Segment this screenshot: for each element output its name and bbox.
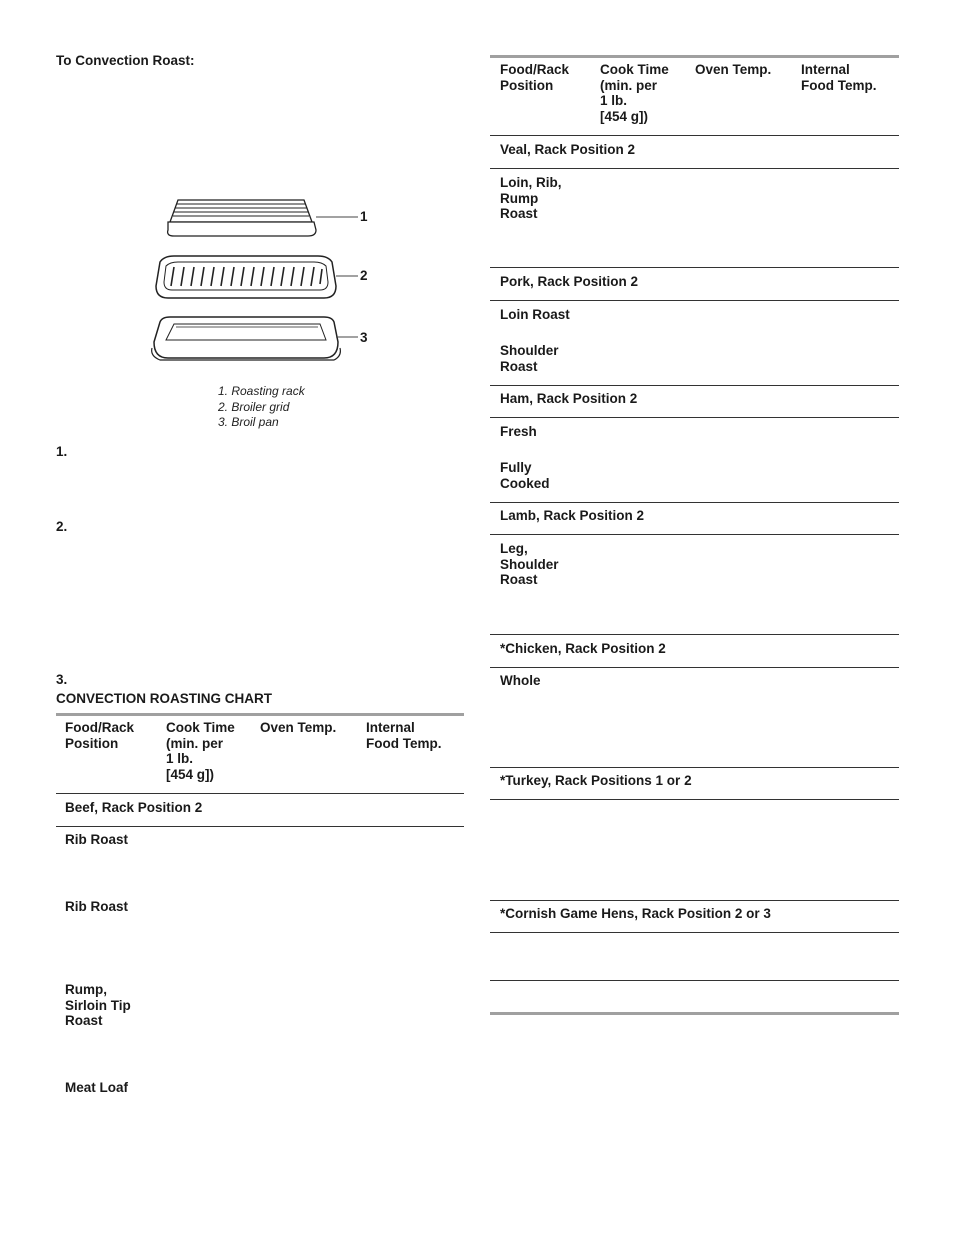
table-rule [490, 502, 899, 503]
broil-pan-illustration [140, 190, 380, 370]
item-chicken-whole: Whole [500, 673, 541, 688]
callout-3: 3 [360, 330, 368, 345]
step-2-number: 2. [56, 519, 68, 534]
item-lamb-leg: Leg, Shoulder Roast [500, 541, 559, 587]
group-beef: Beef, Rack Position 2 [65, 800, 203, 815]
group-chicken: *Chicken, Rack Position 2 [500, 641, 666, 656]
group-veal: Veal, Rack Position 2 [500, 142, 636, 157]
callout-1: 1 [360, 209, 368, 224]
table-top-rule [56, 713, 464, 716]
header-food-rack: Food/Rack Position [500, 62, 570, 93]
section-title: To Convection Roast: [56, 53, 195, 68]
group-lamb: Lamb, Rack Position 2 [500, 508, 645, 523]
table-rule [490, 932, 899, 933]
table-rule [490, 417, 899, 418]
header-oven-temp: Oven Temp. [695, 62, 772, 77]
table-top-rule [490, 55, 899, 58]
header-food-rack: Food/Rack Position [65, 720, 135, 751]
item-rib-roast-1: Rib Roast [65, 832, 129, 847]
item-rump-sirloin: Rump, Sirloin Tip Roast [65, 982, 131, 1028]
item-pork-shoulder: Shoulder Roast [500, 343, 559, 374]
caption-broil-pan: 3. Broil pan [218, 415, 279, 429]
chart-title: CONVECTION ROASTING CHART [56, 691, 272, 706]
table-rule [490, 135, 899, 136]
item-ham-fully-cooked: Fully Cooked [500, 460, 550, 491]
table-rule [490, 385, 899, 386]
table-rule [490, 534, 899, 535]
item-pork-loin: Loin Roast [500, 307, 570, 322]
header-internal-temp: Internal Food Temp. [366, 720, 442, 751]
caption-roasting-rack: 1. Roasting rack [218, 384, 305, 398]
broiler-grid-illustration [156, 256, 358, 298]
item-rib-roast-2: Rib Roast [65, 899, 129, 914]
roasting-rack-illustration [168, 200, 358, 236]
table-rule [490, 799, 899, 800]
item-ham-fresh: Fresh [500, 424, 537, 439]
table-rule [490, 980, 899, 981]
table-rule [490, 168, 899, 169]
header-cook-time: Cook Time (min. per 1 lb. [454 g]) [166, 720, 235, 782]
group-pork: Pork, Rack Position 2 [500, 274, 639, 289]
item-veal-loin: Loin, Rib, Rump Roast [500, 175, 562, 221]
callout-2: 2 [360, 268, 368, 283]
table-rule [56, 826, 464, 827]
item-meat-loaf: Meat Loaf [65, 1080, 129, 1095]
figure-captions [218, 384, 305, 431]
table-rule [56, 793, 464, 794]
caption-broiler-grid: 2. Broiler grid [218, 399, 290, 414]
table-bottom-rule [490, 1012, 899, 1015]
header-cook-time: Cook Time (min. per 1 lb. [454 g]) [600, 62, 669, 124]
left-roasting-table [56, 713, 464, 1133]
table-rule [490, 634, 899, 635]
table-rule [490, 300, 899, 301]
group-turkey: *Turkey, Rack Positions 1 or 2 [500, 773, 692, 788]
table-rule [490, 667, 899, 668]
right-roasting-table [490, 55, 899, 1020]
broil-pan-illustration-part [152, 317, 358, 360]
step-3-number: 3. [56, 672, 68, 687]
table-rule [490, 900, 899, 901]
step-1-number: 1. [56, 444, 68, 459]
table-rule [490, 767, 899, 768]
header-internal-temp: Internal Food Temp. [801, 62, 877, 93]
header-oven-temp: Oven Temp. [260, 720, 337, 735]
group-cornish-hens: *Cornish Game Hens, Rack Position 2 or 3 [500, 906, 771, 921]
group-ham: Ham, Rack Position 2 [500, 391, 638, 406]
table-rule [490, 267, 899, 268]
